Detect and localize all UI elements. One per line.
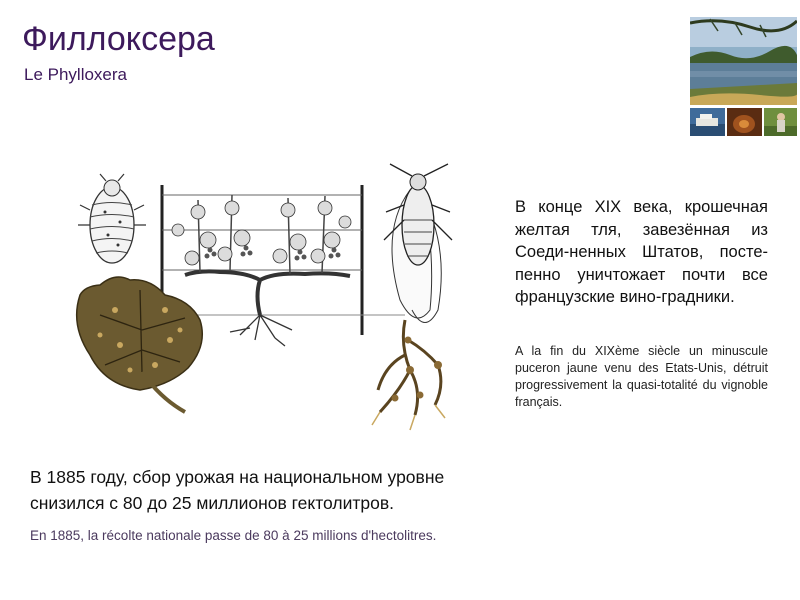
infested-roots-icon (372, 320, 445, 430)
diseased-vine-leaf-icon (77, 277, 203, 412)
aphid-icon (78, 174, 146, 263)
winged-insect-icon (384, 164, 452, 323)
harvest-fact-french: En 1885, la récolte nationale passe de 80 à 25 millions d'hectolitres. (30, 528, 437, 543)
phylloxera-illustration (60, 150, 480, 440)
boat-photo (690, 108, 725, 136)
page-subtitle: Le Phylloxera (24, 65, 128, 84)
harvest-fact-russian: В 1885 году, сбор урожая на национальном уровне снизился с 80 до 25 миллионов гектолитров. (30, 467, 445, 513)
lake-landscape-photo (690, 17, 797, 105)
wine-cellar-photo (727, 108, 762, 136)
photo-collage (690, 17, 797, 136)
page-title: Филлоксера (22, 20, 215, 58)
vineyard-worker-photo (764, 108, 797, 136)
description-french: A la fin du XIXème siècle un minuscule puceron jaune venu des Etats-Unis, détruit progressivement la quasi-totalité du vignoble français. (515, 344, 768, 409)
description-russian: В конце XIX века, крошечная желтая тля, завезённая из Соеди-ненных Штатов, посте-пенно уничтожает почти все французские вино-градники. (515, 198, 768, 306)
